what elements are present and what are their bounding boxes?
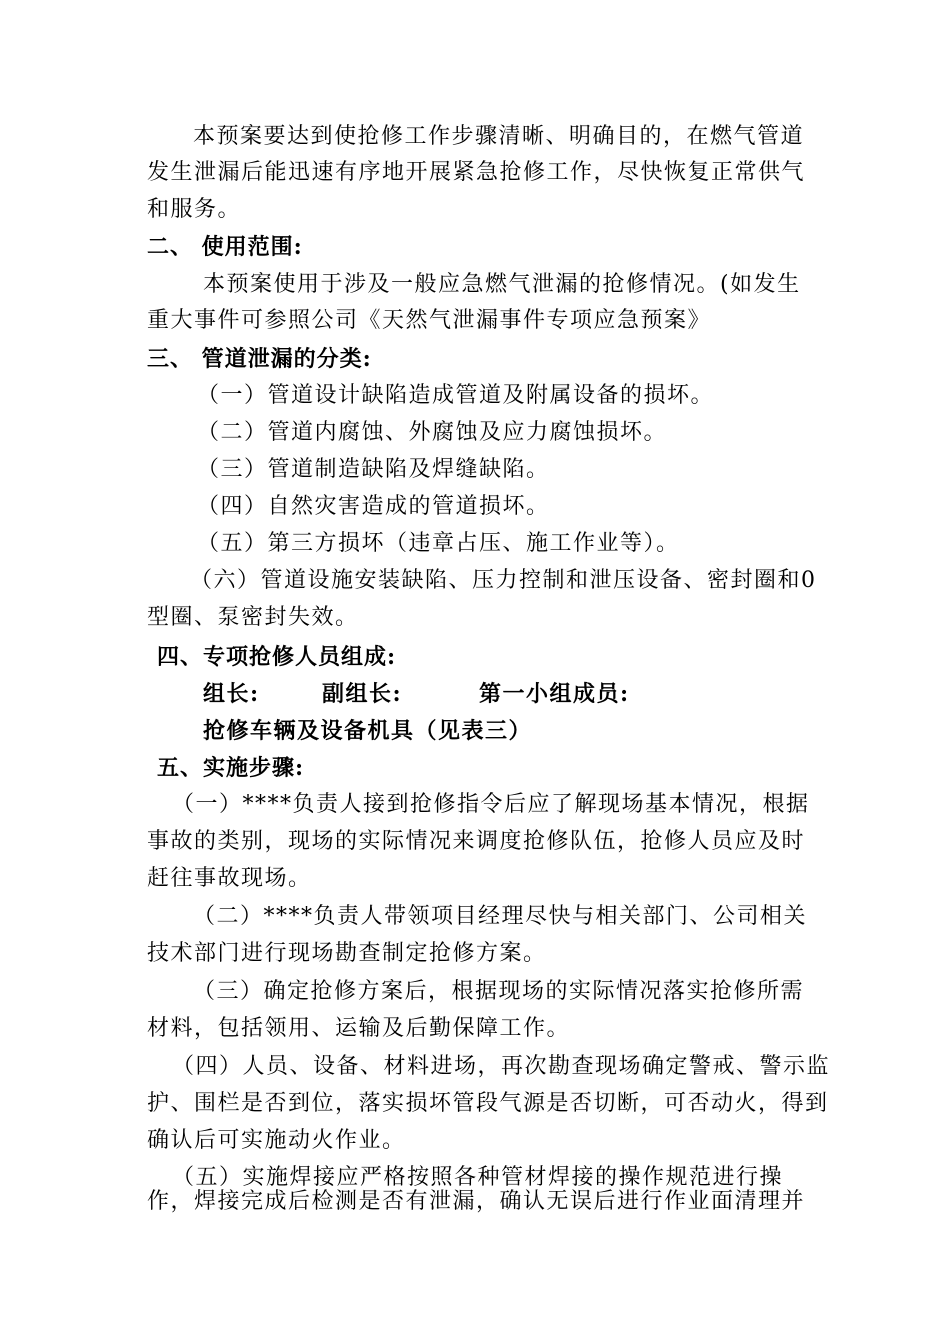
staff-equipment: 抢修车辆及设备机具（见表三） [203, 718, 533, 744]
purpose-line-3: 和服务。 [147, 197, 242, 222]
step-5-line-1: （五）实施焊接应严格按照各种管材焊接的操作规范进行操 [172, 1165, 784, 1190]
classification-item-6-line-2: 型圈、泵密封失效。 [147, 605, 359, 630]
scope-line-1: 本预案使用于涉及一般应急燃气泄漏的抢修情况。(如发生 [203, 272, 801, 297]
classification-item-6-line-1: （六）管道设施安装缺陷、压力控制和泄压设备、密封圈和0 [190, 568, 817, 593]
section-heading-scope: 二、 使用范围: [147, 234, 303, 260]
staff-leader-label: 组长: [203, 681, 260, 707]
step-3-line-2: 材料，包括领用、运输及后勤保障工作。 [147, 1016, 571, 1041]
staff-deputy-label: 副组长: [322, 681, 403, 707]
classification-item-5: （五）第三方损坏（违章占压、施工作业等）。 [197, 531, 680, 556]
step-4-line-1: （四）人员、设备、材料进场，再次勘查现场确定警戒、警示监 [172, 1054, 831, 1079]
section-heading-classification: 三、 管道泄漏的分类: [147, 346, 372, 372]
scope-line-2: 重大事件可参照公司《天然气泄漏事件专项应急预案》 [147, 308, 712, 333]
step-1-line-2: 事故的类别，现场的实际情况来调度抢修队伍，抢修人员应及时 [147, 829, 806, 854]
step-3-line-1: （三）确定抢修方案后，根据现场的实际情况落实抢修所需 [193, 979, 805, 1004]
step-4-line-3: 确认后可实施动火作业。 [147, 1128, 406, 1153]
classification-item-4: （四）自然灾害造成的管道损坏。 [197, 494, 550, 519]
classification-item-3: （三）管道制造缺陷及焊缝缺陷。 [197, 457, 550, 482]
step-1-line-3: 赶往事故现场。 [147, 866, 312, 891]
step-2-line-2: 技术部门进行现场勘查制定抢修方案。 [147, 941, 547, 966]
step-2-line-1: （二）****负责人带领项目经理尽快与相关部门、公司相关 [193, 904, 808, 929]
staff-roles-row [203, 679, 813, 709]
staff-team1-label: 第一小组成员: [479, 681, 630, 707]
step-1-line-1: （一）****负责人接到抢修指令后应了解现场基本情况，根据 [172, 792, 810, 817]
section-heading-steps: 五、实施步骤: [157, 755, 305, 781]
purpose-line-2: 发生泄漏后能迅速有序地开展紧急抢修工作，尽快恢复正常供气 [147, 160, 806, 185]
classification-item-2: （二）管道内腐蚀、外腐蚀及应力腐蚀损坏。 [197, 420, 668, 445]
step-5-line-2: 作，焊接完成后检测是否有泄漏，确认无误后进行作业面清理并 [147, 1189, 806, 1214]
purpose-line-1: 本预案要达到使抢修工作步骤清晰、明确目的，在燃气管道 [193, 124, 805, 149]
section-heading-staff: 四、专项抢修人员组成: [157, 644, 397, 670]
step-4-line-2: 护、围栏是否到位，落实损坏管段气源是否切断，可否动火，得到 [147, 1091, 829, 1116]
classification-item-1: （一）管道设计缺陷造成管道及附属设备的损坏。 [197, 383, 715, 408]
